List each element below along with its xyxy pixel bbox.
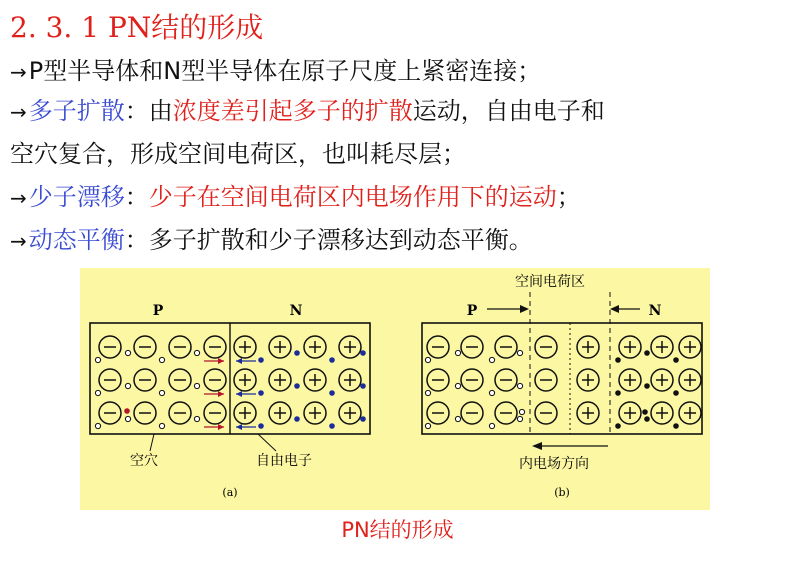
hole xyxy=(194,350,199,355)
free-electron xyxy=(124,408,130,414)
free-electron xyxy=(642,409,648,415)
bullet-3-sep: ： xyxy=(124,183,149,211)
right-arrow-icon: → xyxy=(10,186,27,210)
negative-ion-icon xyxy=(427,369,449,391)
negative-ion-icon xyxy=(427,402,449,424)
positive-ion-icon xyxy=(234,402,256,424)
negative-ion-icon xyxy=(535,402,557,424)
positive-ion-icon xyxy=(679,402,701,424)
negative-ion-icon xyxy=(134,336,156,358)
free-electron xyxy=(360,350,366,356)
diffusion-arrow-icon xyxy=(204,391,224,397)
free-electron xyxy=(615,390,621,396)
arrow-head xyxy=(236,358,242,364)
negative-ion-icon xyxy=(169,336,191,358)
free-electron xyxy=(294,350,300,356)
hole-label: 空穴 xyxy=(130,453,158,469)
free-electron xyxy=(615,357,621,363)
hole xyxy=(519,409,524,414)
positive-ion-icon xyxy=(619,336,641,358)
arrow-head xyxy=(218,391,224,397)
negative-ion-icon xyxy=(461,336,483,358)
hole xyxy=(95,390,100,395)
hole xyxy=(95,423,100,428)
free-electron xyxy=(644,416,650,422)
hole xyxy=(159,357,164,362)
hole xyxy=(95,357,100,362)
bullet-4 xyxy=(10,225,533,256)
free-electron xyxy=(329,423,335,429)
bullet-3-term: 少子漂移 xyxy=(28,183,125,211)
positive-ion-icon xyxy=(679,369,701,391)
bullet-2-highlight: 浓度差引起多子的扩散 xyxy=(172,97,413,125)
free-electron xyxy=(673,357,679,363)
hole xyxy=(159,423,164,428)
free-electron xyxy=(673,390,679,396)
bullet-2-sep: ：由 xyxy=(124,97,173,125)
hole xyxy=(489,423,494,428)
panel-b-particles xyxy=(425,336,701,429)
bullet-2-continued-text: 空穴复合，形成空间电荷区，也叫耗尽层； xyxy=(10,140,466,168)
positive-ion-icon xyxy=(577,336,599,358)
positive-ion-icon xyxy=(339,336,361,358)
negative-ion-icon xyxy=(134,369,156,391)
free-electron xyxy=(360,416,366,422)
negative-ion-icon xyxy=(427,336,449,358)
bullet-4-term: 动态平衡 xyxy=(28,226,125,254)
free-electron xyxy=(329,357,335,363)
negative-ion-icon xyxy=(461,402,483,424)
free-electron xyxy=(258,357,264,363)
free-electron xyxy=(615,423,621,429)
hole xyxy=(425,423,430,428)
arrow-head xyxy=(236,424,242,430)
pn-junction-figure xyxy=(80,268,710,510)
hole xyxy=(194,416,199,421)
bullet-4-sep: ：多子扩散和少子漂移达到动态平衡。 xyxy=(124,226,533,254)
arrow-head xyxy=(218,424,224,430)
right-arrow-icon: → xyxy=(10,229,27,253)
electron-label: 自由电子 xyxy=(256,453,312,469)
negative-ion-icon xyxy=(461,369,483,391)
negative-ion-icon xyxy=(204,369,226,391)
free-electron xyxy=(644,383,650,389)
hole xyxy=(455,416,460,421)
free-electron xyxy=(360,383,366,389)
negative-ion-icon xyxy=(495,336,517,358)
positive-ion-icon xyxy=(651,369,673,391)
free-electron xyxy=(294,383,300,389)
panel-b-p-label: P xyxy=(466,303,478,319)
hole xyxy=(489,390,494,395)
positive-ion-icon xyxy=(619,402,641,424)
internal-field-arrow xyxy=(532,442,608,450)
free-electron xyxy=(258,423,264,429)
free-electron xyxy=(258,390,264,396)
panel-a-sub-label: (a) xyxy=(222,486,238,499)
hole xyxy=(517,350,522,355)
bullet-3-rest: ； xyxy=(556,183,581,211)
free-electron xyxy=(644,350,650,356)
figure-caption: PN结的形成 xyxy=(341,518,454,542)
negative-ion-icon xyxy=(169,369,191,391)
diffusion-arrow-icon xyxy=(204,424,224,430)
hole xyxy=(517,383,522,388)
hole xyxy=(517,416,522,421)
right-arrow-icon: → xyxy=(10,100,27,124)
negative-ion-icon xyxy=(204,336,226,358)
right-arrow-icon: → xyxy=(10,60,27,84)
positive-ion-icon xyxy=(269,402,291,424)
free-electron xyxy=(673,423,679,429)
positive-ion-icon xyxy=(679,336,701,358)
negative-ion-icon xyxy=(99,369,121,391)
bullet-2 xyxy=(10,96,605,127)
negative-ion-icon xyxy=(495,402,517,424)
panel-b-sub-label: (b) xyxy=(554,486,570,499)
free-electron xyxy=(294,416,300,422)
positive-ion-icon xyxy=(339,402,361,424)
diffusion-arrow-icon xyxy=(236,391,256,397)
positive-ion-icon xyxy=(619,369,641,391)
positive-ion-icon xyxy=(577,402,599,424)
bullet-3 xyxy=(10,182,581,213)
positive-ion-icon xyxy=(234,369,256,391)
internal-field-label: 内电场方向 xyxy=(519,456,589,472)
positive-ion-icon xyxy=(234,336,256,358)
negative-ion-icon xyxy=(495,369,517,391)
bullet-2-term: 多子扩散 xyxy=(28,97,125,125)
positive-ion-icon xyxy=(269,369,291,391)
diffusion-arrow-icon xyxy=(236,358,256,364)
hole xyxy=(489,357,494,362)
hole xyxy=(125,383,130,388)
negative-ion-icon xyxy=(99,402,121,424)
positive-ion-icon xyxy=(269,336,291,358)
panel-b xyxy=(422,273,702,499)
positive-ion-icon xyxy=(304,336,326,358)
panel-a-p-label: P xyxy=(152,303,164,319)
arrow-head xyxy=(218,358,224,364)
panel-b-n-label: N xyxy=(648,303,662,319)
negative-ion-icon xyxy=(535,336,557,358)
diffusion-arrow-icon xyxy=(204,358,224,364)
positive-ion-icon xyxy=(304,402,326,424)
bullet-2-rest: 运动，自由电子和 xyxy=(412,97,605,125)
negative-ion-icon xyxy=(134,402,156,424)
hole-pointer xyxy=(150,434,154,451)
diffusion-arrow-icon xyxy=(236,424,256,430)
panel-a-n-label: N xyxy=(289,303,303,319)
hole xyxy=(425,390,430,395)
positive-ion-icon xyxy=(577,369,599,391)
hole xyxy=(455,350,460,355)
space-charge-bracket xyxy=(487,305,640,313)
hole xyxy=(425,357,430,362)
hole xyxy=(125,416,130,421)
negative-ion-icon xyxy=(169,402,191,424)
hole xyxy=(159,390,164,395)
hole xyxy=(455,383,460,388)
bullet-3-highlight: 少子在空间电荷区内电场作用下的运动 xyxy=(148,183,557,211)
page-title: 2. 3. 1 PN结的形成 xyxy=(10,11,264,44)
positive-ion-icon xyxy=(339,369,361,391)
hole xyxy=(194,383,199,388)
positive-ion-icon xyxy=(651,402,673,424)
positive-ion-icon xyxy=(304,369,326,391)
free-electron xyxy=(329,390,335,396)
electron-pointer xyxy=(258,434,276,451)
bullet-2-continued xyxy=(10,139,466,169)
arrow-head xyxy=(236,391,242,397)
negative-ion-icon xyxy=(204,402,226,424)
pn-junction-diagram xyxy=(80,268,710,510)
negative-ion-icon xyxy=(535,369,557,391)
hole xyxy=(125,350,130,355)
bullet-1-text: P型半导体和N型半导体在原子尺度上紧密连接； xyxy=(28,57,542,85)
space-charge-region-label: 空间电荷区 xyxy=(515,274,585,290)
positive-ion-icon xyxy=(651,336,673,358)
negative-ion-icon xyxy=(99,336,121,358)
bullet-1 xyxy=(10,56,541,87)
panel-a xyxy=(90,303,370,499)
